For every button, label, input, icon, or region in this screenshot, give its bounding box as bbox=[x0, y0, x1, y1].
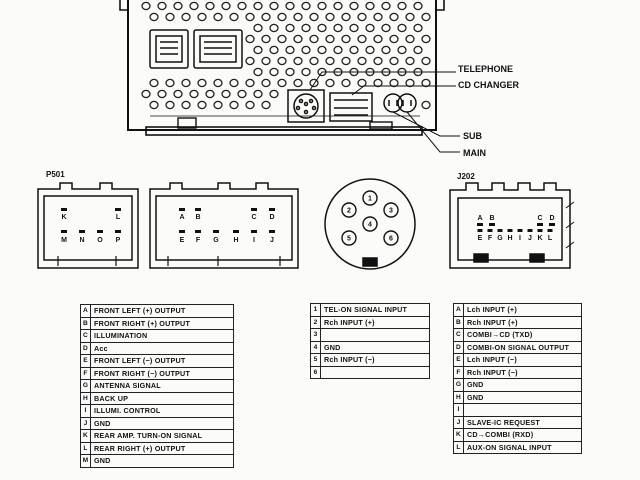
vent-hole bbox=[406, 57, 414, 64]
pin-id: C bbox=[81, 330, 91, 343]
vent-hole bbox=[350, 46, 358, 53]
vent-hole bbox=[150, 101, 158, 108]
pin-terminal bbox=[498, 229, 503, 232]
vent-hole bbox=[150, 79, 158, 86]
pin-label: 5 bbox=[347, 235, 351, 243]
label-cd-changer: CD CHANGER bbox=[458, 80, 520, 90]
pin-terminal bbox=[251, 208, 257, 211]
vent-hole bbox=[246, 57, 254, 64]
vent-hole bbox=[310, 13, 318, 20]
vent-hole bbox=[294, 79, 302, 86]
pin-terminal bbox=[488, 229, 493, 232]
pin-label: L bbox=[115, 214, 121, 221]
vent-hole bbox=[326, 13, 334, 20]
telephone-din-socket bbox=[288, 90, 324, 122]
pin-label: B bbox=[195, 214, 201, 221]
vent-hole bbox=[398, 46, 406, 53]
vent-hole bbox=[286, 68, 294, 75]
pin-signal: Rch INPUT (+) bbox=[464, 316, 582, 329]
vent-hole bbox=[366, 24, 374, 31]
vent-hole bbox=[246, 13, 254, 20]
pin-signal: FRONT LEFT (−) OUTPUT bbox=[91, 355, 234, 368]
vent-hole bbox=[358, 57, 366, 64]
vent-hole bbox=[246, 35, 254, 42]
pin-terminal bbox=[269, 230, 275, 233]
vent-hole bbox=[382, 24, 390, 31]
vent-hole bbox=[318, 2, 326, 9]
table-row bbox=[311, 354, 430, 367]
pin-terminal bbox=[489, 223, 495, 226]
table-row bbox=[454, 341, 582, 354]
vent-hole bbox=[302, 46, 310, 53]
pin-id: I bbox=[81, 405, 91, 418]
pin-signal: Lch INPUT (+) bbox=[464, 304, 582, 317]
vent-hole bbox=[278, 35, 286, 42]
vent-hole bbox=[182, 101, 190, 108]
leader-lines bbox=[310, 72, 460, 152]
pin-signal: GND bbox=[91, 455, 234, 468]
pin-signal: REAR AMP. TURN-ON SIGNAL bbox=[91, 430, 234, 443]
vent-hole bbox=[166, 101, 174, 108]
vent-hole bbox=[214, 79, 222, 86]
pin-signal: TEL-ON SIGNAL INPUT bbox=[321, 304, 430, 317]
vent-hole bbox=[230, 101, 238, 108]
table-row bbox=[311, 366, 430, 379]
pin-id: 1 bbox=[311, 304, 321, 317]
pin-label: F bbox=[195, 237, 201, 244]
pin-id: L bbox=[81, 442, 91, 455]
pin-terminal bbox=[61, 230, 67, 233]
vent-hole bbox=[246, 101, 254, 108]
pin-signal: AUX-ON SIGNAL INPUT bbox=[464, 441, 582, 454]
pin-terminal bbox=[537, 223, 543, 226]
pin-label: O bbox=[97, 237, 103, 244]
vent-hole bbox=[326, 79, 334, 86]
pin-terminal bbox=[179, 208, 185, 211]
table-row bbox=[81, 455, 234, 468]
vent-hole bbox=[302, 68, 310, 75]
pin-terminal bbox=[61, 208, 67, 211]
vent-hole bbox=[382, 46, 390, 53]
pin-id: M bbox=[81, 455, 91, 468]
vent-hole bbox=[278, 79, 286, 86]
vent-hole bbox=[374, 57, 382, 64]
vent-hole bbox=[286, 2, 294, 9]
vent-hole bbox=[302, 2, 310, 9]
label-sub: SUB bbox=[463, 131, 483, 141]
table-row bbox=[454, 354, 582, 367]
pin-signal: FRONT RIGHT (−) OUTPUT bbox=[91, 367, 234, 380]
vent-hole bbox=[422, 101, 430, 108]
pin-terminal bbox=[195, 230, 201, 233]
pin-label: K bbox=[61, 214, 67, 221]
vent-hole bbox=[190, 90, 198, 97]
pin-id: 5 bbox=[311, 354, 321, 367]
vent-hole bbox=[358, 35, 366, 42]
table-row bbox=[81, 305, 234, 318]
pin-signal: BACK UP bbox=[91, 392, 234, 405]
vent-hole bbox=[414, 2, 422, 9]
pin-id: H bbox=[81, 392, 91, 405]
table-row bbox=[454, 416, 582, 429]
pin-label: L bbox=[547, 235, 553, 242]
pin-id: H bbox=[454, 391, 464, 404]
pin-id: A bbox=[454, 304, 464, 317]
vent-hole bbox=[310, 57, 318, 64]
pin-id: F bbox=[454, 366, 464, 379]
vent-hole bbox=[334, 46, 342, 53]
vent-hole bbox=[350, 24, 358, 31]
pin-signal: COMBI→CD (TXD) bbox=[464, 329, 582, 342]
vent-hole bbox=[366, 2, 374, 9]
pin-signal: FRONT LEFT (+) OUTPUT bbox=[91, 305, 234, 318]
vent-hole bbox=[302, 24, 310, 31]
pin-id: D bbox=[81, 342, 91, 355]
main-speaker-socket bbox=[150, 30, 188, 68]
pin-label: I bbox=[519, 235, 521, 242]
vent-hole bbox=[390, 13, 398, 20]
vent-hole bbox=[198, 79, 206, 86]
pin-id: G bbox=[454, 379, 464, 392]
pin-signal: Rch INPUT (−) bbox=[321, 354, 430, 367]
vent-hole bbox=[238, 2, 246, 9]
vent-hole bbox=[406, 35, 414, 42]
vent-hole bbox=[158, 90, 166, 97]
vent-hole bbox=[422, 35, 430, 42]
vent-hole bbox=[358, 13, 366, 20]
table-row bbox=[454, 404, 582, 417]
vent-hole bbox=[214, 13, 222, 20]
pin-id: L bbox=[454, 441, 464, 454]
vent-hole bbox=[374, 35, 382, 42]
vent-hole bbox=[222, 2, 230, 9]
pin-terminal bbox=[477, 223, 483, 226]
table-row bbox=[81, 380, 234, 393]
vent-hole bbox=[254, 68, 262, 75]
vent-hole bbox=[158, 2, 166, 9]
vent-hole bbox=[182, 79, 190, 86]
vent-hole bbox=[166, 79, 174, 86]
vent-hole bbox=[254, 46, 262, 53]
pin-signal: Rch INPUT (+) bbox=[321, 316, 430, 329]
round-connector-pin-table bbox=[310, 303, 430, 379]
vent-hole bbox=[270, 90, 278, 97]
pin-terminal bbox=[549, 223, 555, 226]
table-row bbox=[454, 304, 582, 317]
pin-label: P bbox=[115, 237, 121, 244]
vent-hole bbox=[374, 13, 382, 20]
vent-hole bbox=[190, 2, 198, 9]
table-row bbox=[454, 316, 582, 329]
vent-hole bbox=[366, 46, 374, 53]
pin-label: M bbox=[61, 237, 67, 244]
table-row bbox=[454, 379, 582, 392]
vent-hole bbox=[270, 46, 278, 53]
pin-signal: SLAVE-IC REQUEST bbox=[464, 416, 582, 429]
pin-signal: Acc bbox=[91, 342, 234, 355]
vent-hole bbox=[230, 79, 238, 86]
j202-pins bbox=[477, 215, 555, 242]
pin-id: 2 bbox=[311, 316, 321, 329]
table-row bbox=[81, 342, 234, 355]
table-row bbox=[454, 366, 582, 379]
pin-signal: Lch INPUT (−) bbox=[464, 354, 582, 367]
vent-hole bbox=[318, 24, 326, 31]
vent-hole bbox=[270, 24, 278, 31]
pin-label: C bbox=[251, 214, 257, 221]
pin-label: 3 bbox=[389, 207, 393, 215]
vent-hole bbox=[342, 35, 350, 42]
vent-hole bbox=[342, 79, 350, 86]
pin-label: B bbox=[489, 215, 495, 222]
pin-terminal bbox=[528, 229, 533, 232]
pin-label: D bbox=[549, 215, 555, 222]
p501-connector bbox=[38, 183, 298, 268]
vent-hole bbox=[342, 13, 350, 20]
table-row bbox=[81, 430, 234, 443]
vent-hole bbox=[222, 90, 230, 97]
pin-signal: ILLUMINATION bbox=[91, 330, 234, 343]
pin-label: G bbox=[213, 237, 219, 244]
pin-signal: Rch INPUT (−) bbox=[464, 366, 582, 379]
table-row bbox=[81, 330, 234, 343]
pin-signal bbox=[464, 404, 582, 417]
pin-label: 2 bbox=[347, 207, 351, 215]
pin-terminal bbox=[213, 230, 219, 233]
antenna-jacks bbox=[384, 94, 416, 112]
label-j202: J202 bbox=[457, 172, 475, 181]
vent-hole bbox=[294, 13, 302, 20]
cd-changer-socket bbox=[330, 93, 372, 121]
pin-label: 1 bbox=[368, 195, 372, 203]
pin-terminal bbox=[233, 230, 239, 233]
pin-id: 6 bbox=[311, 366, 321, 379]
vent-hole bbox=[142, 90, 150, 97]
pin-id: D bbox=[454, 341, 464, 354]
pin-id: E bbox=[454, 354, 464, 367]
vent-hole bbox=[254, 2, 262, 9]
label-p501: P501 bbox=[46, 170, 65, 179]
vent-hole bbox=[382, 2, 390, 9]
pin-signal: ILLUMI. CONTROL bbox=[91, 405, 234, 418]
vent-hole bbox=[310, 35, 318, 42]
vent-hole bbox=[294, 35, 302, 42]
vent-hole bbox=[198, 101, 206, 108]
vent-hole bbox=[262, 13, 270, 20]
vent-hole bbox=[246, 79, 254, 86]
vent-hole bbox=[206, 2, 214, 9]
pin-id: A bbox=[81, 305, 91, 318]
pin-signal: CD→COMBI (RXD) bbox=[464, 429, 582, 442]
pin-id: I bbox=[454, 404, 464, 417]
pin-label: N bbox=[79, 237, 85, 244]
vent-hole bbox=[198, 13, 206, 20]
vent-hole bbox=[278, 57, 286, 64]
round-connector-pins bbox=[342, 191, 398, 245]
label-main: MAIN bbox=[463, 148, 486, 158]
pin-terminal bbox=[115, 230, 121, 233]
table-row bbox=[81, 442, 234, 455]
vent-hole bbox=[206, 90, 214, 97]
pin-label: E bbox=[179, 237, 185, 244]
table-row bbox=[454, 329, 582, 342]
pin-signal: FRONT RIGHT (+) OUTPUT bbox=[91, 317, 234, 330]
vent-hole bbox=[262, 35, 270, 42]
vent-hole bbox=[262, 101, 270, 108]
pin-label: C bbox=[537, 215, 543, 222]
table-row bbox=[81, 405, 234, 418]
pin-label: F bbox=[487, 235, 493, 242]
vent-hole bbox=[422, 57, 430, 64]
vent-hole bbox=[334, 24, 342, 31]
pin-signal: GND bbox=[464, 391, 582, 404]
pin-id: G bbox=[81, 380, 91, 393]
vent-hole bbox=[142, 2, 150, 9]
pin-signal: REAR RIGHT (+) OUTPUT bbox=[91, 442, 234, 455]
pin-id: K bbox=[81, 430, 91, 443]
table-row bbox=[81, 317, 234, 330]
vent-hole bbox=[398, 2, 406, 9]
pin-signal: GND bbox=[321, 341, 430, 354]
pin-terminal bbox=[179, 230, 185, 233]
pin-id: F bbox=[81, 367, 91, 380]
pin-signal: GND bbox=[91, 417, 234, 430]
pin-id: J bbox=[81, 417, 91, 430]
vent-hole bbox=[238, 90, 246, 97]
pin-label: H bbox=[507, 235, 513, 242]
pin-label: A bbox=[477, 215, 483, 222]
vent-hole bbox=[262, 79, 270, 86]
pin-label: H bbox=[233, 237, 239, 244]
pin-label: J bbox=[528, 235, 532, 242]
table-row bbox=[454, 391, 582, 404]
sub-harness-socket bbox=[194, 30, 242, 68]
vent-hole bbox=[318, 46, 326, 53]
pin-id: E bbox=[81, 355, 91, 368]
vent-hole bbox=[390, 57, 398, 64]
pin-signal bbox=[321, 366, 430, 379]
p501-pin-table bbox=[80, 304, 234, 468]
vent-hole bbox=[406, 13, 414, 20]
vent-hole bbox=[174, 2, 182, 9]
vent-hole bbox=[166, 13, 174, 20]
table-row bbox=[311, 341, 430, 354]
vent-hole bbox=[174, 90, 182, 97]
pin-terminal bbox=[548, 229, 553, 232]
vent-hole bbox=[214, 101, 222, 108]
pin-signal: GND bbox=[464, 379, 582, 392]
vent-hole bbox=[414, 46, 422, 53]
pin-terminal bbox=[115, 208, 121, 211]
vent-hole bbox=[270, 2, 278, 9]
pin-terminal bbox=[195, 208, 201, 211]
pin-id: J bbox=[454, 416, 464, 429]
pin-label: A bbox=[179, 214, 185, 221]
vent-hole bbox=[334, 2, 342, 9]
vent-hole bbox=[390, 35, 398, 42]
table-row bbox=[81, 392, 234, 405]
j202-connector bbox=[450, 183, 574, 268]
pin-signal: ANTENNA SIGNAL bbox=[91, 380, 234, 393]
vent-hole bbox=[270, 68, 278, 75]
table-row bbox=[81, 417, 234, 430]
pin-terminal bbox=[538, 229, 543, 232]
vent-hole bbox=[254, 24, 262, 31]
pin-label: J bbox=[270, 237, 274, 244]
pin-label: I bbox=[253, 237, 255, 244]
pin-terminal bbox=[508, 229, 513, 232]
pin-signal: COMBI-ON SIGNAL OUTPUT bbox=[464, 341, 582, 354]
vent-hole bbox=[294, 57, 302, 64]
vent-hole bbox=[254, 90, 262, 97]
vent-hole bbox=[286, 46, 294, 53]
vent-hole bbox=[262, 57, 270, 64]
pin-signal bbox=[321, 329, 430, 342]
pin-id: B bbox=[454, 316, 464, 329]
vent-hole bbox=[278, 13, 286, 20]
vent-hole bbox=[414, 24, 422, 31]
table-row bbox=[81, 367, 234, 380]
pin-id: C bbox=[454, 329, 464, 342]
p501-pins bbox=[61, 208, 275, 244]
pin-label: 4 bbox=[368, 221, 372, 229]
pin-id: K bbox=[454, 429, 464, 442]
vent-hole bbox=[326, 35, 334, 42]
pin-label: 6 bbox=[389, 235, 393, 243]
pin-label: D bbox=[269, 214, 275, 221]
pin-terminal bbox=[97, 230, 103, 233]
vent-hole bbox=[326, 57, 334, 64]
pin-label: G bbox=[497, 235, 503, 242]
table-row bbox=[454, 429, 582, 442]
vent-hole bbox=[286, 24, 294, 31]
pin-label: K bbox=[537, 235, 543, 242]
table-row bbox=[311, 329, 430, 342]
vent-hole bbox=[230, 13, 238, 20]
pin-terminal bbox=[269, 208, 275, 211]
pin-id: 3 bbox=[311, 329, 321, 342]
table-row bbox=[454, 441, 582, 454]
pin-terminal bbox=[518, 229, 523, 232]
vent-hole bbox=[150, 13, 158, 20]
vent-hole bbox=[398, 24, 406, 31]
vent-hole bbox=[342, 57, 350, 64]
vent-hole bbox=[350, 2, 358, 9]
pin-label: E bbox=[477, 235, 483, 242]
pin-terminal bbox=[478, 229, 483, 232]
table-row bbox=[81, 355, 234, 368]
j202-pin-table bbox=[453, 303, 582, 454]
pin-id: 4 bbox=[311, 341, 321, 354]
vent-hole bbox=[182, 13, 190, 20]
pin-terminal bbox=[79, 230, 85, 233]
pin-terminal bbox=[251, 230, 257, 233]
pin-id: B bbox=[81, 317, 91, 330]
vent-hole bbox=[422, 13, 430, 20]
table-row bbox=[311, 304, 430, 317]
ventilation-holes bbox=[142, 2, 430, 108]
label-telephone: TELEPHONE bbox=[458, 64, 514, 74]
table-row bbox=[311, 316, 430, 329]
